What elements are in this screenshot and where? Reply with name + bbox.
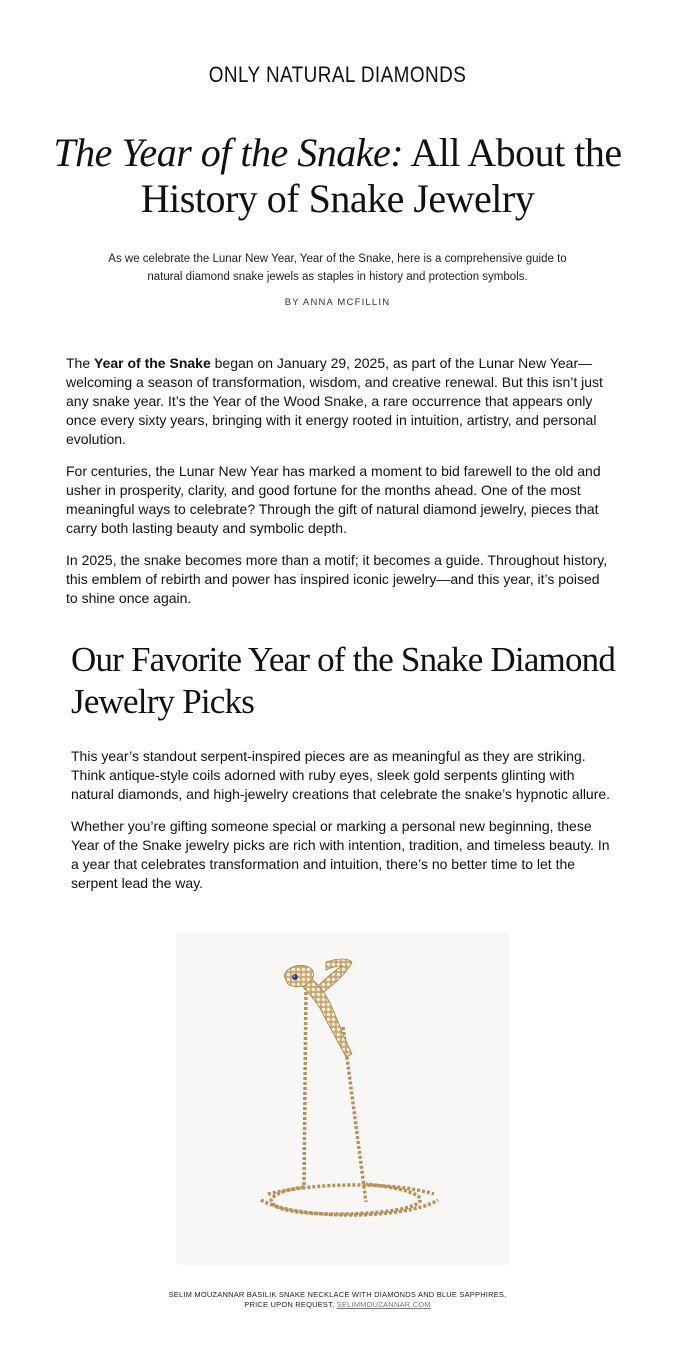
section-paragraph-1: This year’s standout serpent-inspired pieces are as meaningful as they are striking. Think antique-style coils adorned with ruby eyes, sleek gold serpents glinting with natural diamonds, and high-jewelry creations that celebrate the snake’s hypnotic allure.: [71, 748, 611, 802]
intro-paragraph-2: For centuries, the Lunar New Year has marked a moment to bid farewell to the old and usher in prosperity, clarity, and good fortune for the months ahead. One of the most meaningful ways to celebrate? Through the gift of natural diamond jewelry, pieces that carry both lasting beauty and symbolic depth.: [66, 463, 601, 536]
snake-necklace-image[interactable]: [176, 932, 509, 1265]
section-body: [71, 747, 611, 906]
sapphire-eye-icon: [292, 974, 298, 980]
byline[interactable]: BY ANNA MCFILLIN: [284, 297, 391, 308]
snake-tail: [318, 959, 352, 992]
article-title-italic: The Year of the Snake:: [53, 130, 404, 175]
article-title: [40, 130, 635, 222]
section-paragraph-2: Whether you’re gifting someone special or marking a personal new beginning, these Year of the Snake jewelry picks are rich with intention, tradition, and timeless beauty. In a year that celebrates transformation and intuition, there’s no better time to let the serpent lead the way.: [71, 818, 610, 891]
intro-body: [66, 354, 611, 621]
image-caption: [160, 1290, 515, 1310]
intro-paragraph-3: In 2025, the snake becomes more than a motif; it becomes a guide. Throughout history, this emblem of rebirth and power has inspired iconic jewelry—and this year, it’s poised to shine once again.: [66, 552, 608, 606]
site-logo[interactable]: ONLY NATURAL DIAMONDS: [208, 62, 467, 87]
intro-p1-bold: Year of the Snake: [94, 355, 211, 371]
intro-paragraph-1: [66, 354, 611, 449]
caption-link[interactable]: SELIMMOUZANNAR.COM: [336, 1300, 431, 1309]
necklace-chain: [261, 987, 438, 1215]
article-title-rest: All About the History of Snake Jewelry: [140, 130, 622, 221]
snake-necklace-illustration: [176, 932, 509, 1265]
section-heading: Our Favorite Year of the Snake Diamond Jewelry Picks: [71, 640, 616, 721]
intro-p1-rest: began on January 29, 2025, as part of the Lunar New Year—welcoming a season of transformation, wisdom, and creative renewal. But this isn’t just any snake year. It’s the Year of the Wood Snake, a rare occurrence that appears only once every sixty years, bringing with it energy rooted in intuition, artistry, and personal evolution.: [66, 355, 603, 447]
article-dek: As we celebrate the Lunar New Year, Year of the Snake, here is a comprehensive guide to natural diamond snake jewels as staples in history and protection symbols.: [108, 253, 567, 283]
intro-p1-lead: The: [66, 355, 95, 371]
caption-text: SELIM MOUZANNAR BASILIK SNAKE NECKLACE WITH DIAMONDS AND BLUE SAPPHIRES, PRICE UPON REQUEST,: [168, 1290, 507, 1309]
